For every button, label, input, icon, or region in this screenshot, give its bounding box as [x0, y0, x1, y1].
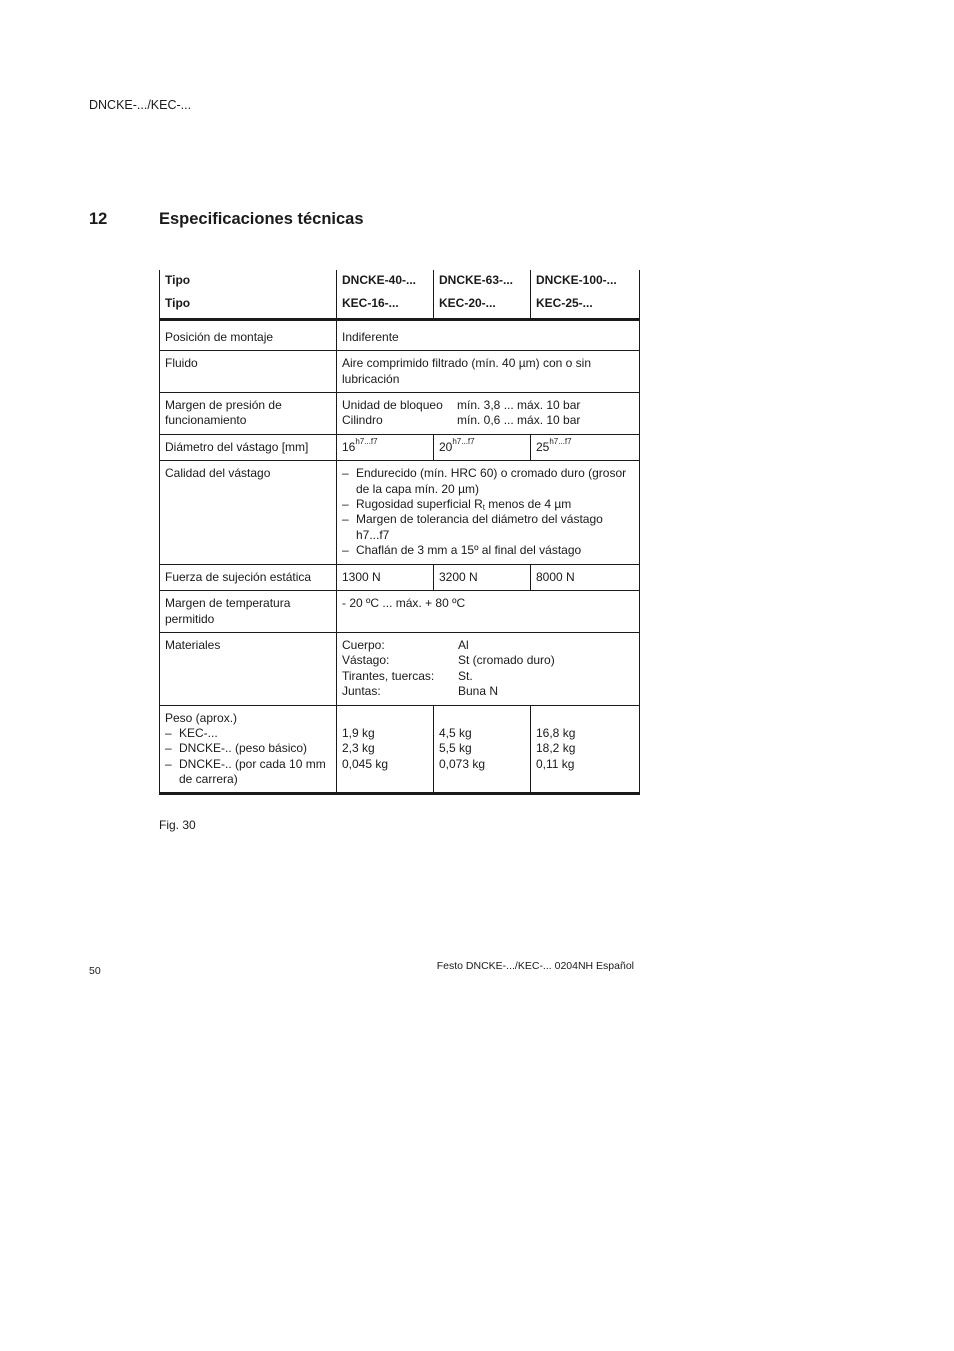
tolerance-class: h7...f7 — [549, 436, 572, 446]
row-label: Margen de presión de funcionamiento — [160, 393, 337, 435]
row-value — [434, 705, 531, 793]
row-value: - 20 ºC ... máx. + 80 ºC — [337, 591, 640, 633]
material-part: Cuerpo: — [342, 637, 385, 652]
pressure-value: mín. 0,6 ... máx. 10 bar — [457, 413, 581, 428]
row-label: Fluido — [160, 351, 337, 393]
material-line — [342, 684, 634, 699]
row-label: Posición de montaje — [160, 319, 337, 350]
header-cell: DNCKE-100-... — [531, 270, 640, 292]
header-cell: Tipo — [160, 292, 337, 319]
list-item: – Chaflán de 3 mm a 15º al final del vástago — [342, 543, 634, 558]
material-value: St. — [458, 668, 473, 683]
table-row — [160, 351, 640, 393]
diameter-value: 16 — [342, 439, 356, 454]
header-cell: KEC-20-... — [434, 292, 531, 319]
header-cell: KEC-16-... — [337, 292, 434, 319]
header-cell: Tipo — [160, 270, 337, 292]
section-number: 12 — [89, 210, 108, 228]
header-cell: DNCKE-40-... — [337, 270, 434, 292]
row-value — [434, 434, 531, 460]
row-value — [337, 461, 640, 564]
weight-value: 0,045 kg — [342, 756, 389, 771]
material-value: Buna N — [458, 684, 499, 699]
row-value: Aire comprimido filtrado (mín. 40 µm) con o sin lubricación — [337, 351, 640, 393]
section-heading — [89, 210, 364, 229]
pressure-name: Cilindro — [342, 413, 383, 428]
table-header-row — [160, 292, 640, 319]
weight-value: 18,2 kg — [536, 741, 576, 756]
footer-text: Festo DNCKE-.../KEC-... 0204NH Español — [436, 960, 634, 972]
row-value — [337, 434, 434, 460]
weight-value: 0,073 kg — [439, 756, 486, 771]
table-row — [160, 434, 640, 460]
roughness-text: menos de 4 µm — [484, 497, 572, 512]
weight-value: 1,9 kg — [342, 725, 375, 740]
list-item: – Margen de tolerancia del diámetro del vástago h7...f7 — [342, 512, 634, 543]
row-label: Fuerza de sujeción estática — [160, 564, 337, 590]
page-number: 50 — [89, 965, 101, 977]
running-header: DNCKE-.../KEC-... — [89, 98, 192, 112]
row-value — [337, 393, 640, 435]
diameter-value: 20 — [439, 439, 453, 454]
row-value — [337, 632, 640, 705]
section-title: Especificaciones técnicas — [159, 210, 364, 228]
list-item: – Endurecido (mín. HRC 60) o cromado duro (grosor de la capa mín. 20 µm) — [342, 466, 634, 497]
material-value: St (cromado duro) — [458, 653, 555, 668]
row-label: Margen de temperatura permitido — [160, 591, 337, 633]
weight-value: 16,8 kg — [536, 725, 576, 740]
material-part: Tirantes, tuercas: — [342, 668, 435, 683]
list-item: – DNCKE-.. (peso básico) — [165, 741, 331, 756]
roughness-text: Rugosidad superficial R — [356, 497, 483, 512]
row-value: Indiferente — [337, 319, 640, 350]
weight-value: 0,11 kg — [536, 756, 575, 771]
table-row — [160, 705, 640, 793]
material-line — [342, 638, 634, 653]
list-item: – DNCKE-.. (por cada 10 mm de carrera) — [165, 757, 331, 788]
row-value: 1300 N — [337, 564, 434, 590]
row-label — [160, 705, 337, 793]
tolerance-class: h7...f7 — [355, 436, 378, 446]
table-row — [160, 591, 640, 633]
material-part: Juntas: — [342, 684, 381, 699]
material-value: Al — [458, 637, 469, 652]
row-value — [531, 705, 640, 793]
material-line — [342, 669, 634, 684]
table-row — [160, 632, 640, 705]
diameter-value: 25 — [536, 439, 550, 454]
row-value — [531, 434, 640, 460]
roughness-subscript: t — [482, 503, 485, 513]
weight-label: Peso (aprox.) — [165, 710, 238, 725]
weight-value: 5,5 kg — [439, 741, 472, 756]
table-row — [160, 393, 640, 435]
list-item — [342, 497, 634, 512]
rod-quality-list — [342, 466, 634, 558]
table-row — [160, 564, 640, 590]
material-part: Vástago: — [342, 653, 390, 668]
pressure-value: mín. 3,8 ... máx. 10 bar — [457, 398, 581, 413]
weight-value: 4,5 kg — [439, 725, 472, 740]
table-row — [160, 461, 640, 564]
row-label: Diámetro del vástago [mm] — [160, 434, 337, 460]
header-cell: DNCKE-63-... — [434, 270, 531, 292]
row-label: Materiales — [160, 632, 337, 705]
material-line — [342, 653, 634, 668]
specifications-table — [159, 270, 640, 795]
row-value — [337, 705, 434, 793]
table-header-row — [160, 270, 640, 292]
header-cell: KEC-25-... — [531, 292, 640, 319]
list-item: – KEC-... — [165, 726, 331, 741]
pressure-name: Unidad de bloqueo — [342, 398, 443, 413]
row-label: Calidad del vástago — [160, 461, 337, 564]
table-row — [160, 319, 640, 350]
row-value: 3200 N — [434, 564, 531, 590]
tolerance-class: h7...f7 — [452, 436, 475, 446]
row-value: 8000 N — [531, 564, 640, 590]
weight-items — [165, 726, 331, 788]
pressure-line — [342, 398, 634, 413]
figure-caption: Fig. 30 — [159, 818, 196, 832]
weight-value: 2,3 kg — [342, 741, 375, 756]
pressure-line — [342, 413, 634, 428]
